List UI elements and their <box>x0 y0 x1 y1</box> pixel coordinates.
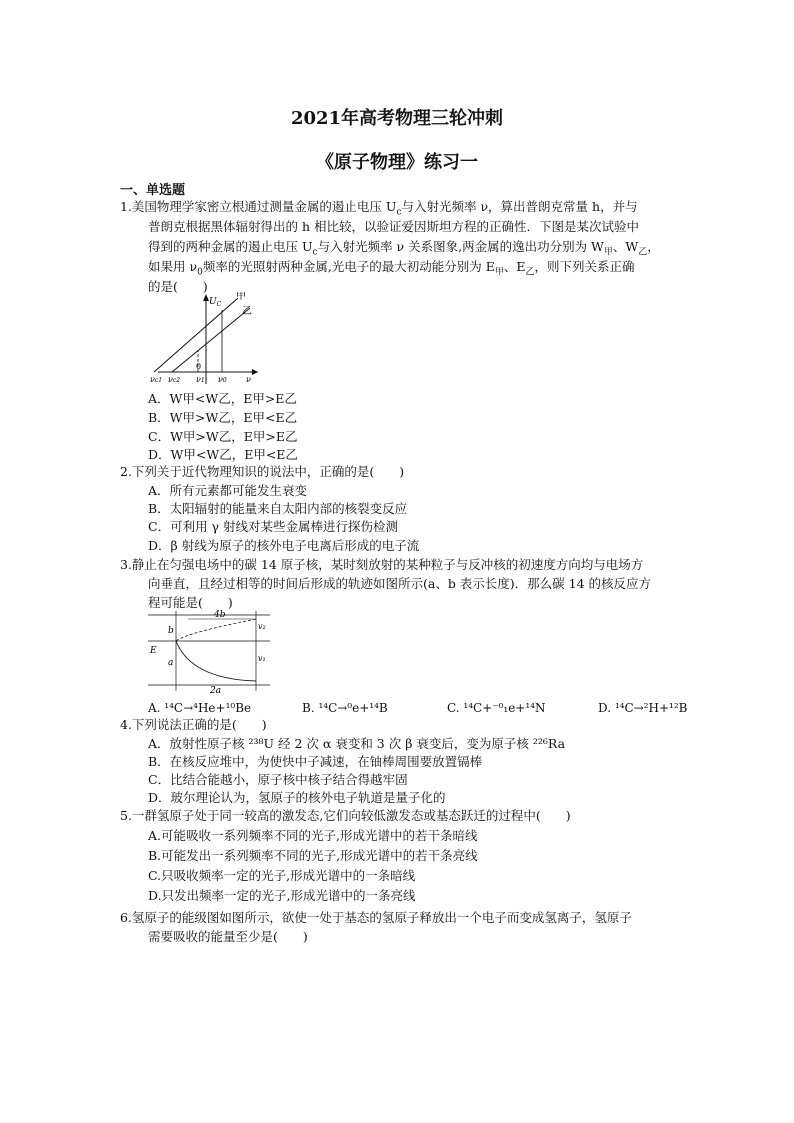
q3-line-2: 向垂直，且经过相等的时间后形成的轨迹如图所示(a、b 表示长度)．那么碳 14 的核反应方 <box>148 576 652 591</box>
q3-option-c[interactable]: C. ¹⁴C+⁻⁰₁e+¹⁴N <box>447 701 546 715</box>
q1-option-a[interactable]: A．W甲<W乙，E甲>E乙 <box>148 391 297 406</box>
q6-line-1: 6.氢原子的能级图如图所示，欲使一处于基态的氢原子释放出一个电子而变成氢离子，氢原子 <box>120 910 632 925</box>
q6-line-2: 需要吸收的能量至少是( ) <box>148 929 308 944</box>
q1-line-3: 得到的两种金属的遏止电压 $U_c$与入射光频率 ν 关系图象,两金属的逸出功分别为 $W_甲$、$W_乙$， <box>148 239 660 258</box>
q2-stem: 2.下列关于近代物理知识的说法中，正确的是( ) <box>120 464 405 479</box>
q3-line-1: 3.静止在匀强电场中的碳 14 原子核，某时刻放射的某种粒子与反冲核的初速度方向均与电场方 <box>120 557 644 572</box>
q3-option-d[interactable]: D. ¹⁴C→²H+¹²B <box>598 701 688 715</box>
fig-dim-2a: 2a <box>210 686 222 695</box>
section-heading: 一、单选题 <box>120 183 186 198</box>
graph-line1-label: 甲 <box>236 292 246 302</box>
q5-option-a[interactable]: A.可能吸收一系列频率不同的光子,形成光谱中的若干条暗线 <box>148 828 478 843</box>
q1-graph <box>146 292 266 388</box>
fig-label-b: b <box>168 626 174 636</box>
graph-tick-3: ν1 <box>196 375 205 384</box>
graph-x-label: ν <box>246 375 251 384</box>
q1-line-4: 如果用 $\nu_0$频率的光照射两种金属,光电子的最大初动能分别为 $E_甲$、$E_乙$，则下列关系正确 <box>148 259 635 278</box>
page-subtitle: 《原子物理》练习一 <box>316 152 478 173</box>
fig-label-e: E <box>150 646 157 656</box>
q2-option-b[interactable]: B．太阳辐射的能量来自太阳内部的核裂变反应 <box>148 501 408 516</box>
q1-line-5: 的是( ) <box>148 279 208 294</box>
q3-option-b[interactable]: B. ¹⁴C→⁰e+¹⁴B <box>302 701 388 715</box>
graph-tick-1: νc1 <box>150 375 163 384</box>
q2-option-a[interactable]: A．所有元素都可能发生衰变 <box>148 483 308 498</box>
q1-option-b[interactable]: B．W甲>W乙，E甲<E乙 <box>148 410 298 425</box>
fig-label-a: a <box>168 658 174 668</box>
q2-option-c[interactable]: C．可利用 γ 射线对某些金属棒进行探伤检测 <box>148 519 398 534</box>
q3-option-a[interactable]: A. ¹⁴C→⁴He+¹⁰Be <box>148 701 252 715</box>
fig-label-v2: v₂ <box>258 622 266 631</box>
fig-dim-4b: 4b <box>214 610 226 620</box>
q1-option-c[interactable]: C．W甲>W乙，E甲>E乙 <box>148 429 298 444</box>
q5-option-c[interactable]: C.只吸收频率一定的光子,形成光谱中的一条暗线 <box>148 868 416 883</box>
q3-line-3: 程可能是( ) <box>148 595 233 610</box>
q2-option-d[interactable]: D．β 射线为原子的核外电子电离后形成的电子流 <box>148 538 420 553</box>
q1-option-d[interactable]: D．W甲<W乙，E甲<E乙 <box>148 447 298 462</box>
fig-label-v1: v₁ <box>258 654 266 663</box>
q4-option-a[interactable]: A．放射性原子核 ²³⁸U 经 2 次 α 衰变和 3 次 β 衰变后，变为原子核 ²²⁶Ra <box>148 736 566 751</box>
q5-stem: 5.一群氢原子处于同一较高的激发态,它们向较低激发态或基态跃迁的过程中( ) <box>120 808 571 823</box>
q4-option-d[interactable]: D．玻尔理论认为，氢原子的核外电子轨道是量子化的 <box>148 790 446 805</box>
graph-origin: 0 <box>196 362 202 371</box>
q1-line-1: 1.美国物理学家密立根通过测量金属的遏止电压 $U_c$与入射光频率 ν，算出普朗克常量 h，并与 <box>120 199 638 218</box>
graph-tick-4: ν0 <box>218 375 227 384</box>
graph-y-label: $U_C$ <box>209 297 222 308</box>
q1-line-2: 普朗克根据黑体辐射得出的 h 相比较，以验证爱因斯坦方程的正确性．下图是某次试验中 <box>148 219 639 234</box>
q3-figure <box>146 609 274 695</box>
q5-option-b[interactable]: B.可能发出一系列频率不同的光子,形成光谱中的若干条亮线 <box>148 848 478 863</box>
q4-option-c[interactable]: C．比结合能越小，原子核中核子结合得越牢固 <box>148 772 408 787</box>
q4-stem: 4.下列说法正确的是( ) <box>120 717 267 732</box>
q4-option-b[interactable]: B．在核反应堆中，为使快中子减速，在铀棒周围要放置镉棒 <box>148 754 483 769</box>
page-title: 2021年高考物理三轮冲刺 <box>290 108 504 129</box>
q5-option-d[interactable]: D.只发出频率一定的光子,形成光谱中的一条亮线 <box>148 888 416 903</box>
graph-line2-label: 乙 <box>242 306 252 317</box>
graph-tick-2: νc2 <box>168 375 181 384</box>
